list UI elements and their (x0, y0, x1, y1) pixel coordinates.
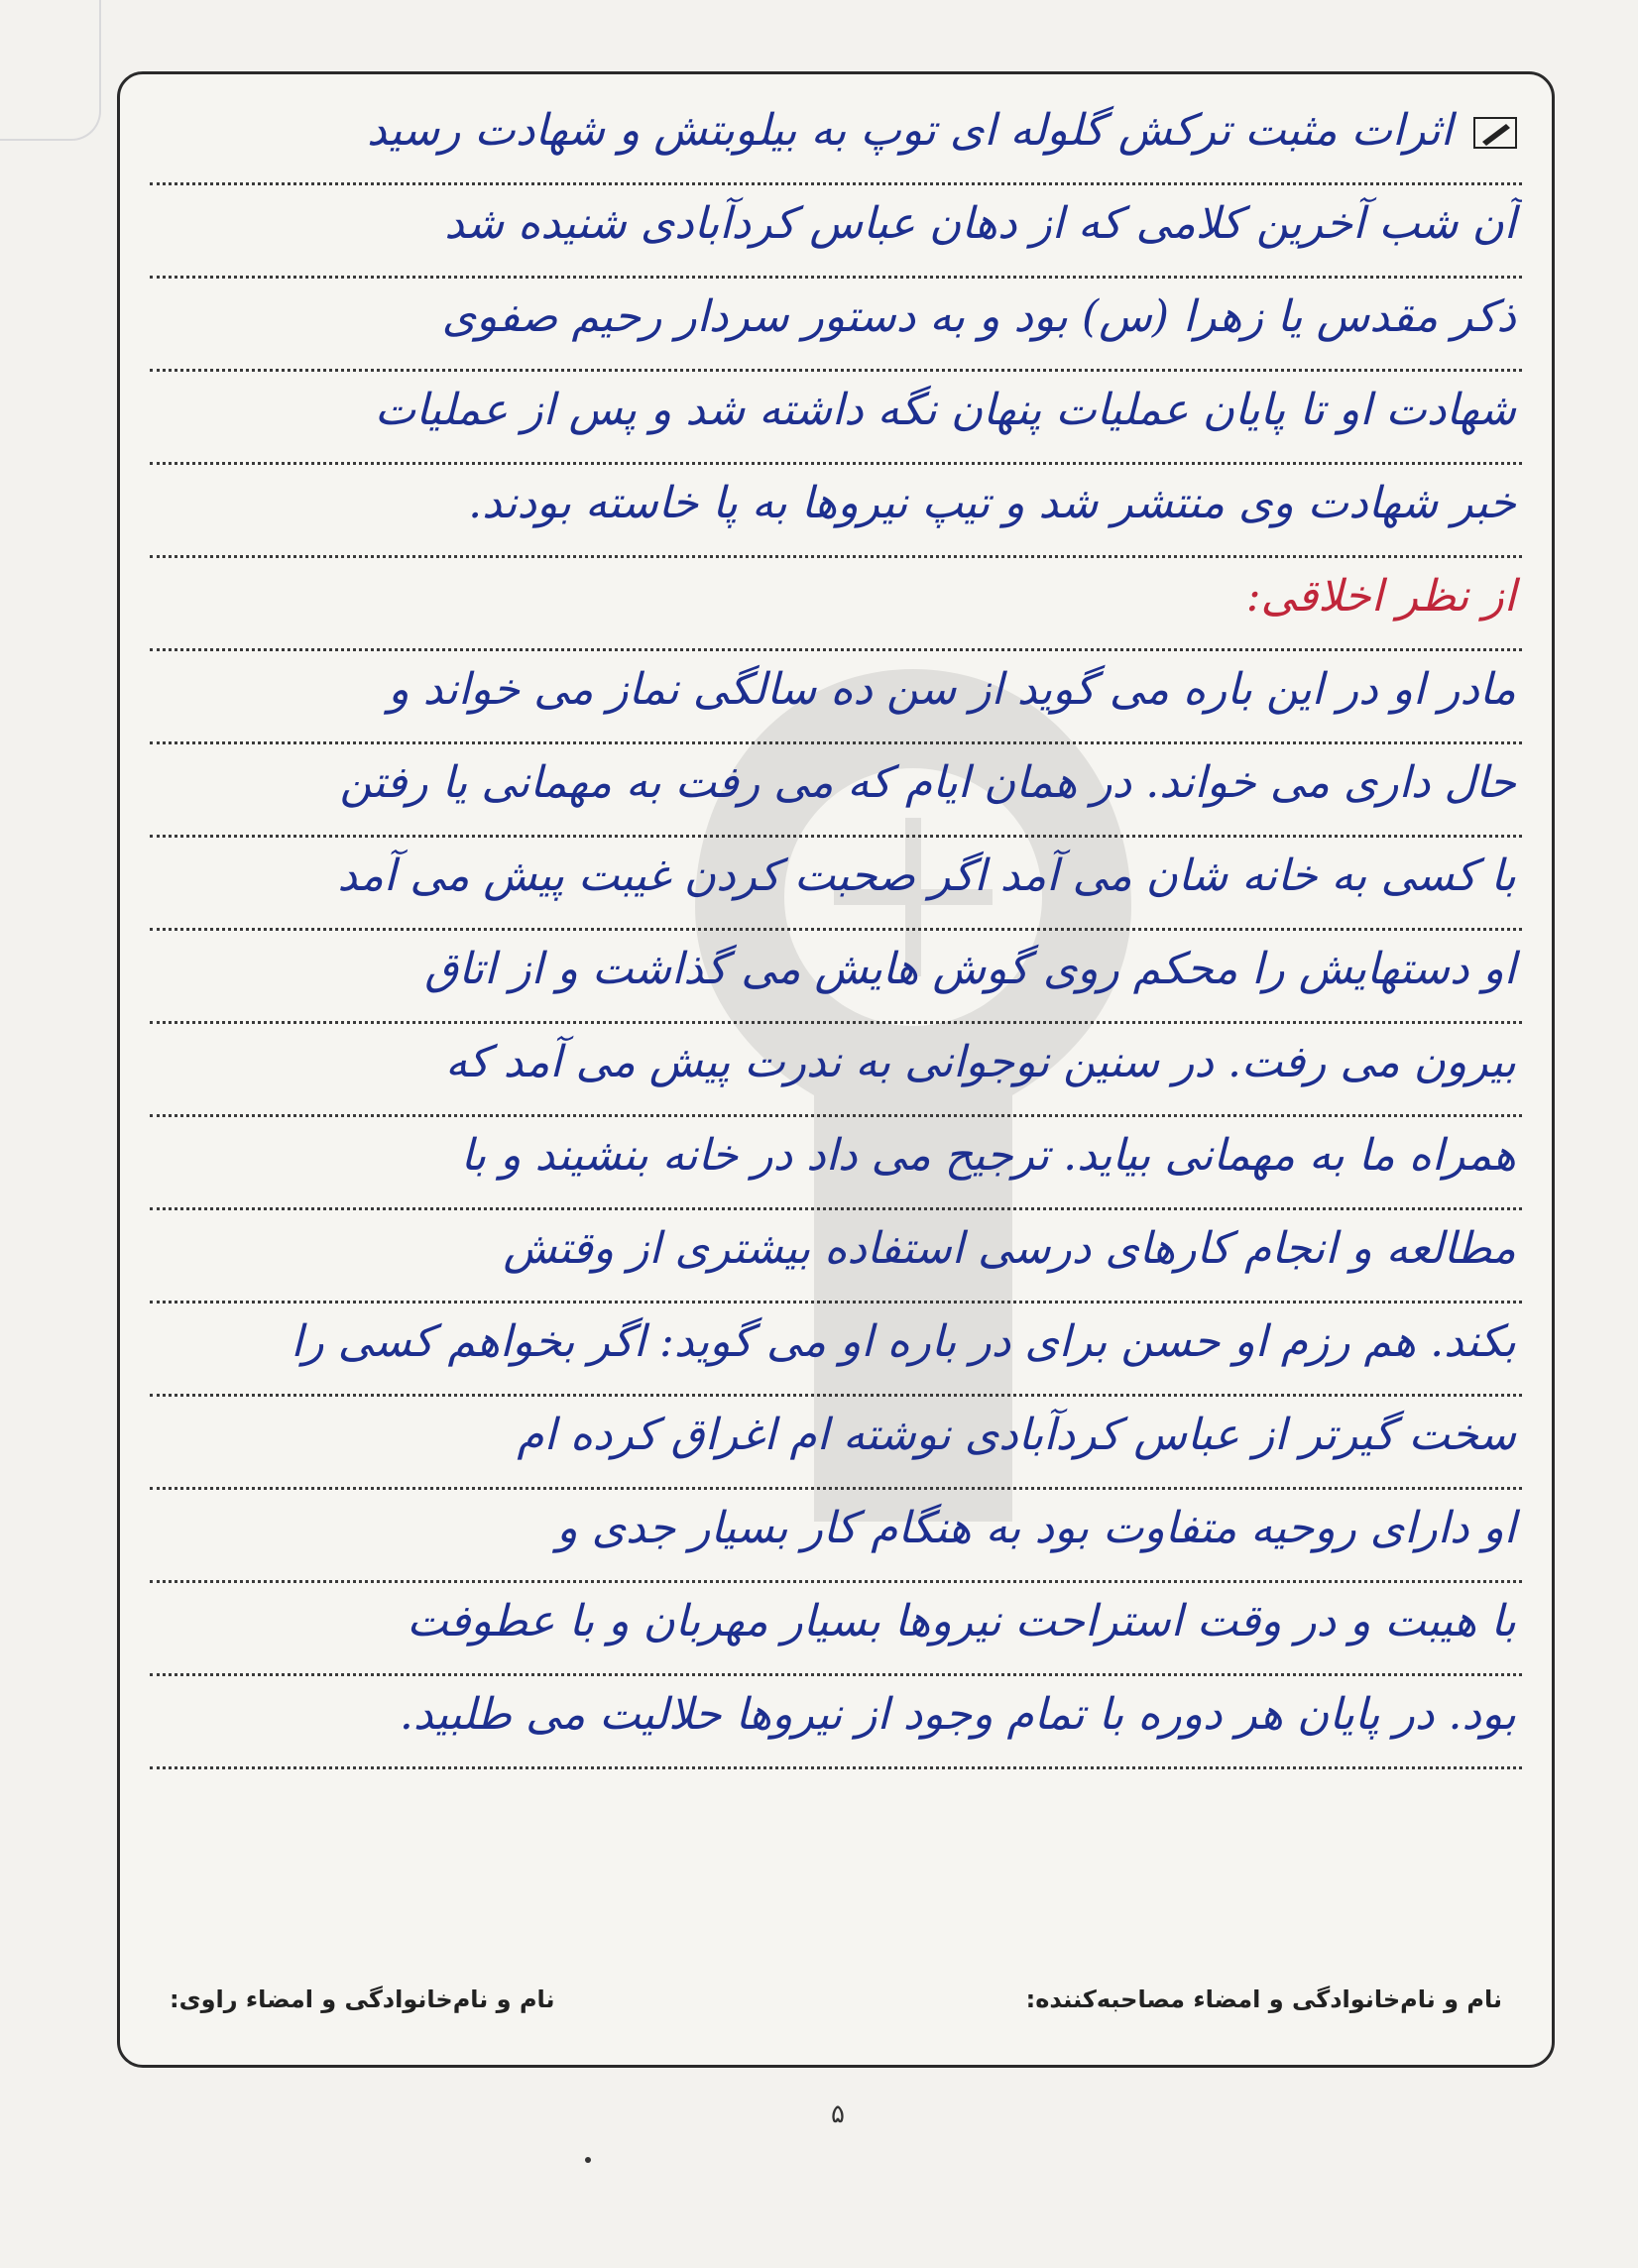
line-text: با کسی به خانه شان می آمد اگر صحبت کردن غیبت پیش می آمد (337, 850, 1516, 901)
line-text: او دستهایش را محکم روی گوش هایش می گذاشت و از اتاق (424, 944, 1516, 994)
text-line (150, 372, 1522, 465)
handwritten-text (150, 92, 1522, 1769)
text-line (150, 1117, 1522, 1210)
line-text: بیرون می رفت. در سنین نوجوانی به ندرت پیش می آمد که (445, 1037, 1516, 1087)
heading-text: از نظر اخلاقی: (1245, 571, 1516, 622)
line-text: بکند. هم رزم او حسن برای در باره او می گوید: اگر بخواهم کسی را (291, 1316, 1516, 1367)
line-text: خبر شهادت وی منتشر شد و تیپ نیروها به پا خاسته بودند. (468, 478, 1516, 528)
text-line (150, 744, 1522, 838)
line-text: ذکر مقدس یا زهرا (س) بود و به دستور سردار رحیم صفوی (441, 291, 1516, 342)
text-line (150, 92, 1522, 185)
interviewer-signature-label: نام و نام‌خانوادگی و امضاء مصاحبه‌کننده: (1025, 1985, 1502, 2013)
line-text: او دارای روحیه متفاوت بود به هنگام کار بسیار جدی و (556, 1503, 1516, 1553)
signature-footer (160, 1970, 1512, 2029)
line-text: بود. در پایان هر دوره با تمام وجود از نیروها حلالیت می طلبید. (399, 1689, 1516, 1740)
text-line (150, 838, 1522, 931)
line-text: سخت گیرتر از عباس کردآبادی نوشته ام اغراق کرده ام (517, 1410, 1516, 1460)
text-line (150, 1676, 1522, 1769)
line-text: آن شب آخرین کلامی که از دهان عباس کردآبادی شنیده شد (444, 198, 1516, 249)
pen-icon (1472, 116, 1518, 150)
line-text: مادر او در این باره می گوید از سن ده سالگی نماز می خواند و (388, 664, 1516, 715)
page-frame (117, 71, 1555, 2068)
text-line (150, 1304, 1522, 1397)
text-line (150, 185, 1522, 279)
text-line (150, 279, 1522, 372)
text-line (150, 465, 1522, 558)
narrator-signature-label: نام و نام‌خانوادگی و امضاء راوی: (170, 1985, 555, 2013)
line-text: حال داری می خواند. در همان ایام که می رفت به مهمانی یا رفتن (339, 757, 1516, 808)
line-text: با هیبت و در وقت استراحت نیروها بسیار مهربان و با عطوفت (407, 1596, 1516, 1646)
line-text: همراه ما به مهمانی بیاید. ترجیح می داد در خانه بنشیند و با (460, 1130, 1516, 1181)
text-line (150, 1397, 1522, 1490)
text-line (150, 1024, 1522, 1117)
text-line (150, 1583, 1522, 1676)
line-text: شهادت او تا پایان عملیات پنهان نگه داشته شد و پس از عملیات (374, 385, 1516, 435)
text-line (150, 651, 1522, 744)
ink-dot (585, 2157, 591, 2163)
section-heading (150, 558, 1522, 651)
line-text: مطالعه و انجام کارهای درسی استفاده بیشتری از وقتش (503, 1223, 1516, 1274)
text-line (150, 1210, 1522, 1304)
page-number: ۵ (831, 2099, 845, 2129)
line-text: اثرات مثبت ترکش گلوله ای توپ به بیلوبتش و شهادت رسید (366, 105, 1453, 156)
text-line (150, 931, 1522, 1024)
text-line (150, 1490, 1522, 1583)
corner-stamp (0, 0, 101, 141)
